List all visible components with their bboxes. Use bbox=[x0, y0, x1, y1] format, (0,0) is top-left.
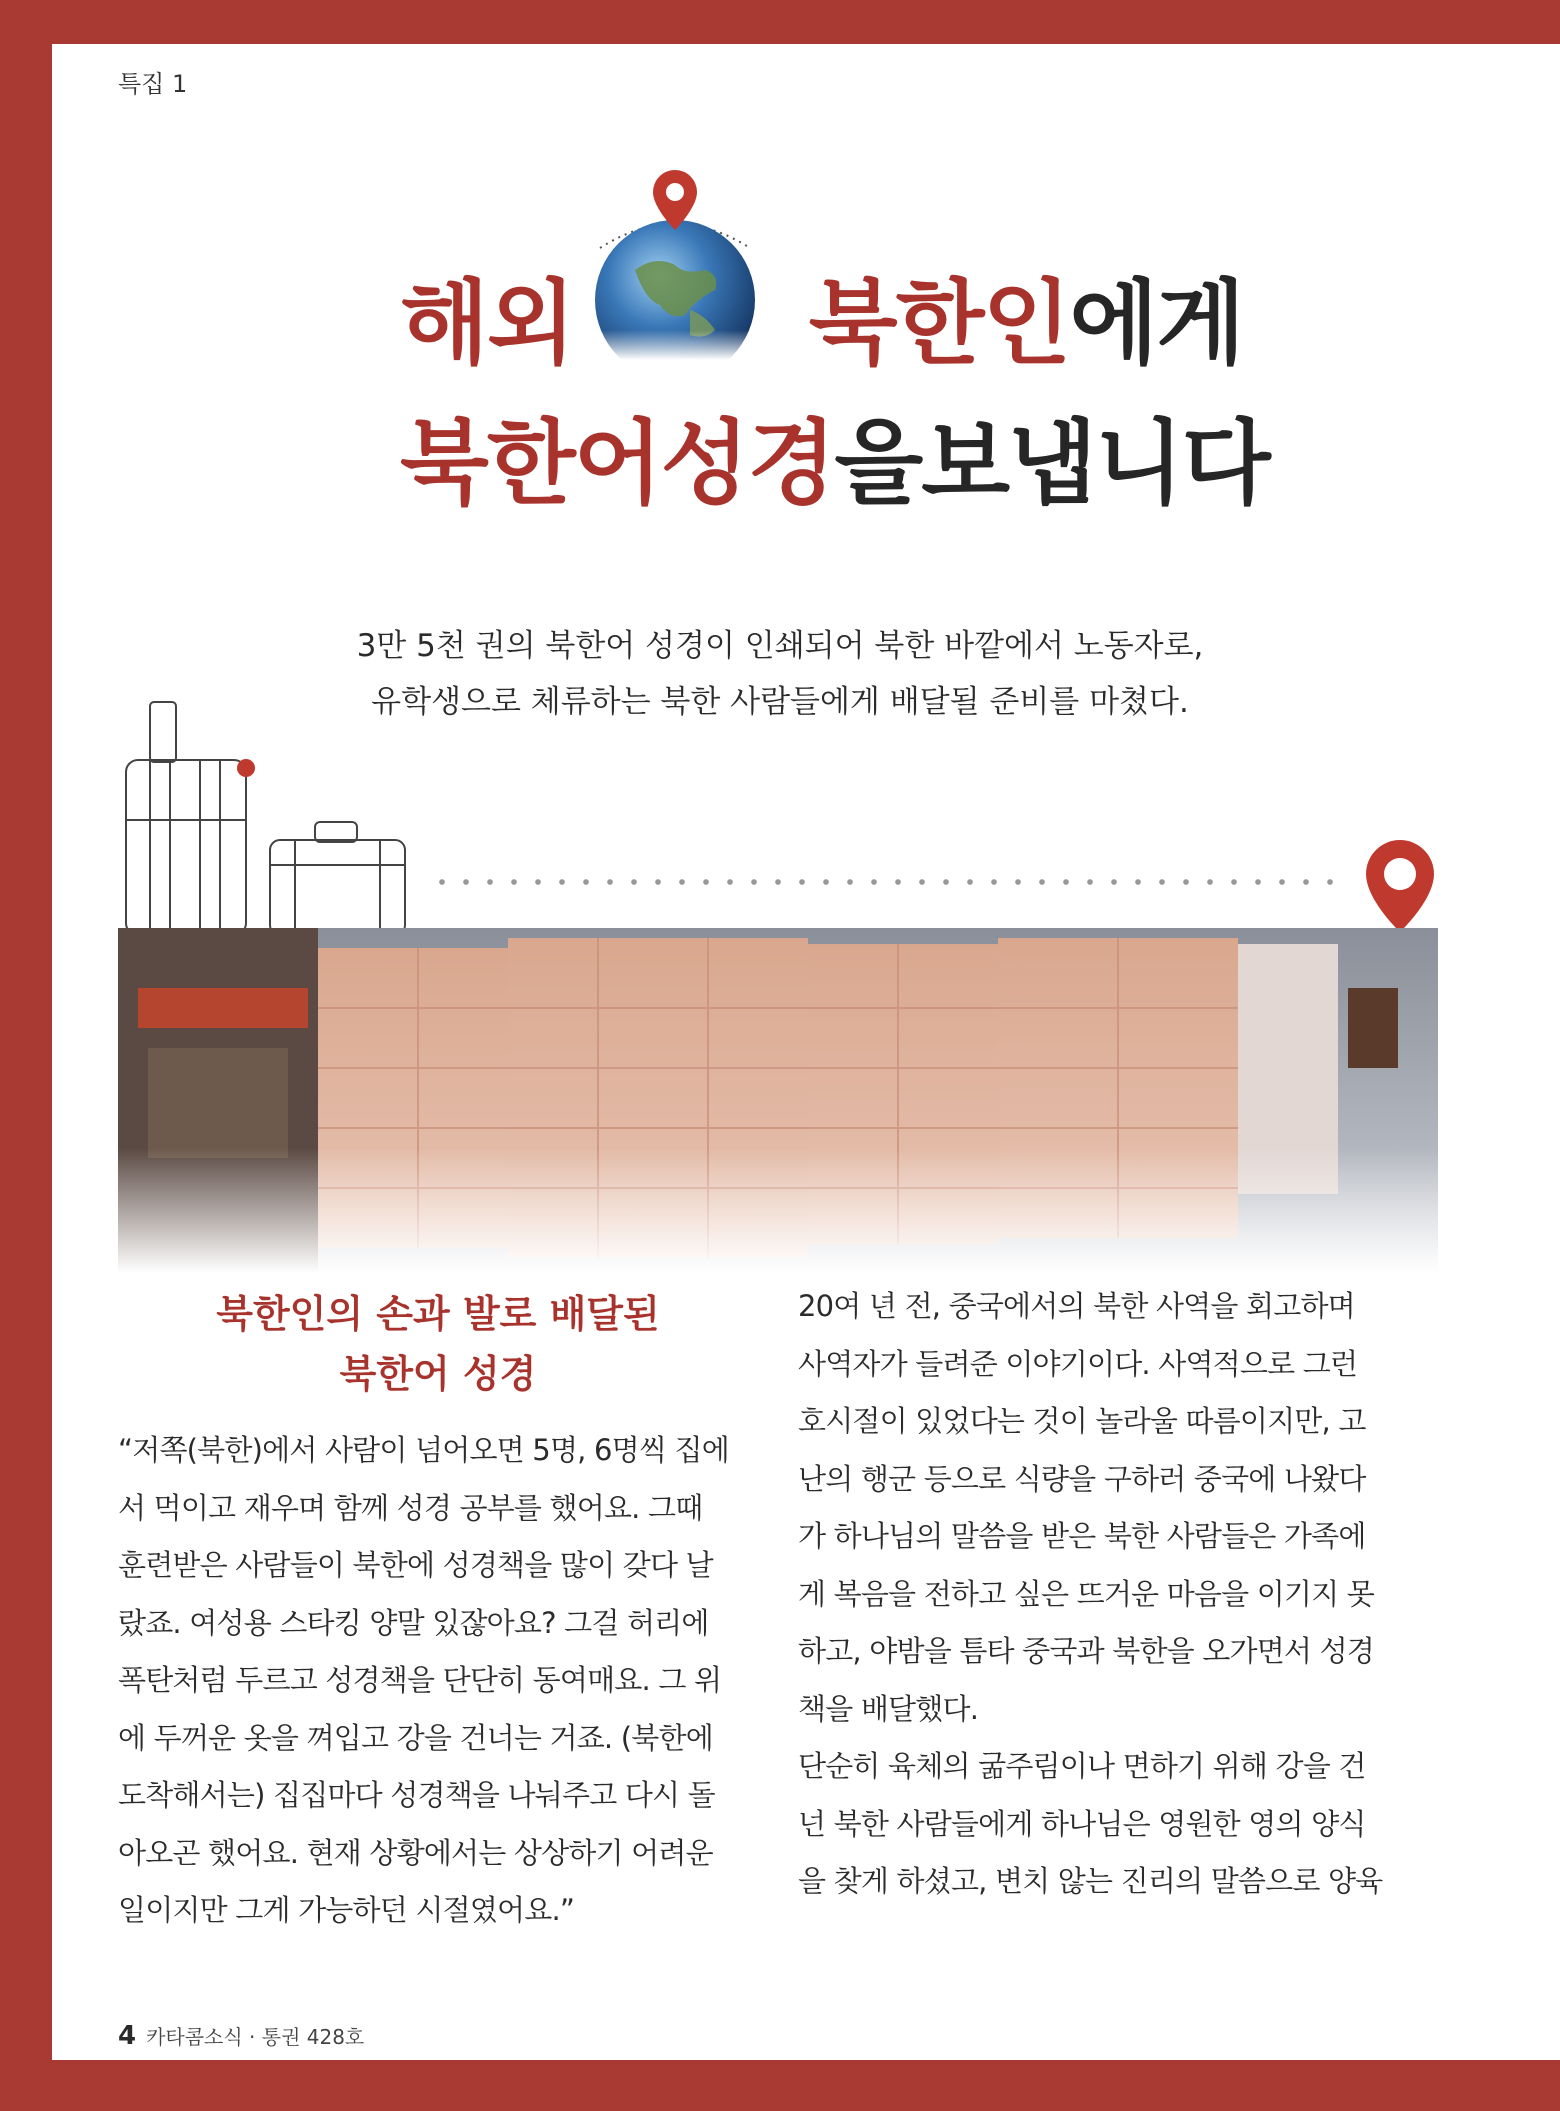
article-subheading bbox=[118, 1284, 758, 1404]
subheading-line2: 북한어 성경 bbox=[339, 1352, 537, 1396]
text-line: 난의 행군 등으로 식량을 구하러 중국에 나왔다 bbox=[798, 1461, 1366, 1496]
text-line: “저쪽(북한)에서 사람이 넘어오면 5명, 6명씩 집에 bbox=[118, 1433, 729, 1467]
location-pin-icon bbox=[653, 170, 697, 230]
suitcase-icon bbox=[120, 700, 410, 940]
left-column-text bbox=[118, 1422, 758, 1940]
text-line: 폭탄처럼 두르고 성경책을 단단히 동여매요. 그 위 bbox=[118, 1663, 722, 1697]
text-line: 게 복음을 전하고 싶은 뜨거운 마음을 이기지 못 bbox=[798, 1576, 1374, 1611]
text-line: 도착해서는) 집집마다 성경책을 나눠주고 다시 돌 bbox=[118, 1778, 715, 1812]
subtitle bbox=[260, 618, 1300, 730]
text-line: 에 두꺼운 옷을 껴입고 강을 건너는 거죠. (북한에 bbox=[118, 1720, 713, 1755]
text-line: 가 하나님의 말씀을 받은 북한 사람들은 가족에 bbox=[798, 1519, 1366, 1553]
title-word-to: 에게 bbox=[1069, 270, 1244, 377]
text-line: 훈련받은 사람들이 북한에 성경책을 많이 갖다 날 bbox=[118, 1548, 713, 1582]
text-line: 단순히 육체의 굶주림이나 면하기 위해 강을 건 bbox=[798, 1749, 1366, 1783]
text-line: 20여 년 전, 중국에서의 북한 사역을 회고하며 bbox=[798, 1289, 1355, 1323]
title-word-overseas: 해외 bbox=[400, 270, 574, 377]
right-column-text bbox=[798, 1278, 1438, 1911]
subtitle-line2: 유학생으로 체류하는 북한 사람들에게 배달될 준비를 마쳤다. bbox=[371, 684, 1189, 720]
title-word-send: 을보냅니다 bbox=[834, 410, 1269, 517]
publication-name: 카타콤소식 · 통권 428호 bbox=[146, 2025, 365, 2049]
text-line: 서 먹이고 재우며 함께 성경 공부를 했어요. 그때 bbox=[118, 1490, 703, 1525]
text-line: 책을 배달했다. bbox=[798, 1691, 979, 1726]
page-number: 4 bbox=[118, 2021, 137, 2051]
title-word-nk-bible: 북한어성경 bbox=[400, 410, 835, 517]
subtitle-line1: 3만 5천 권의 북한어 성경이 인쇄되어 북한 바깥에서 노동자로, bbox=[356, 628, 1204, 664]
text-line: 랐죠. 여성용 스타킹 양말 있잖아요? 그걸 허리에 bbox=[118, 1605, 709, 1640]
subheading-line1: 북한인의 손과 발로 배달된 bbox=[216, 1292, 660, 1336]
text-line: 아오곤 했어요. 현재 상황에서는 상상하기 어려운 bbox=[118, 1835, 713, 1870]
dotted-route-line bbox=[430, 878, 1350, 886]
page-title-line1 bbox=[400, 250, 1244, 382]
text-line: 일이지만 그게 가능하던 시절였어요.” bbox=[118, 1893, 575, 1927]
text-line: 호시절이 있었다는 것이 놀라울 따름이지만, 고 bbox=[798, 1404, 1366, 1438]
globe-icon bbox=[580, 160, 770, 360]
text-line: 사역자가 들려준 이야기이다. 사역적으로 그런 bbox=[798, 1346, 1358, 1381]
page-title-line2 bbox=[400, 390, 1269, 522]
location-pin-icon bbox=[1360, 836, 1440, 936]
section-label: 특집 1 bbox=[118, 70, 188, 98]
bible-pallets-photo bbox=[118, 928, 1438, 1273]
text-line: 하고, 야밤을 틈타 중국과 북한을 오가면서 성경 bbox=[798, 1634, 1374, 1668]
text-line: 을 찾게 하셨고, 변치 않는 진리의 말씀으로 양육 bbox=[798, 1864, 1383, 1898]
text-line: 넌 북한 사람들에게 하나님은 영원한 영의 양식 bbox=[798, 1806, 1366, 1841]
page-footer bbox=[118, 2021, 364, 2051]
title-word-north-koreans: 북한인 bbox=[808, 270, 1070, 377]
